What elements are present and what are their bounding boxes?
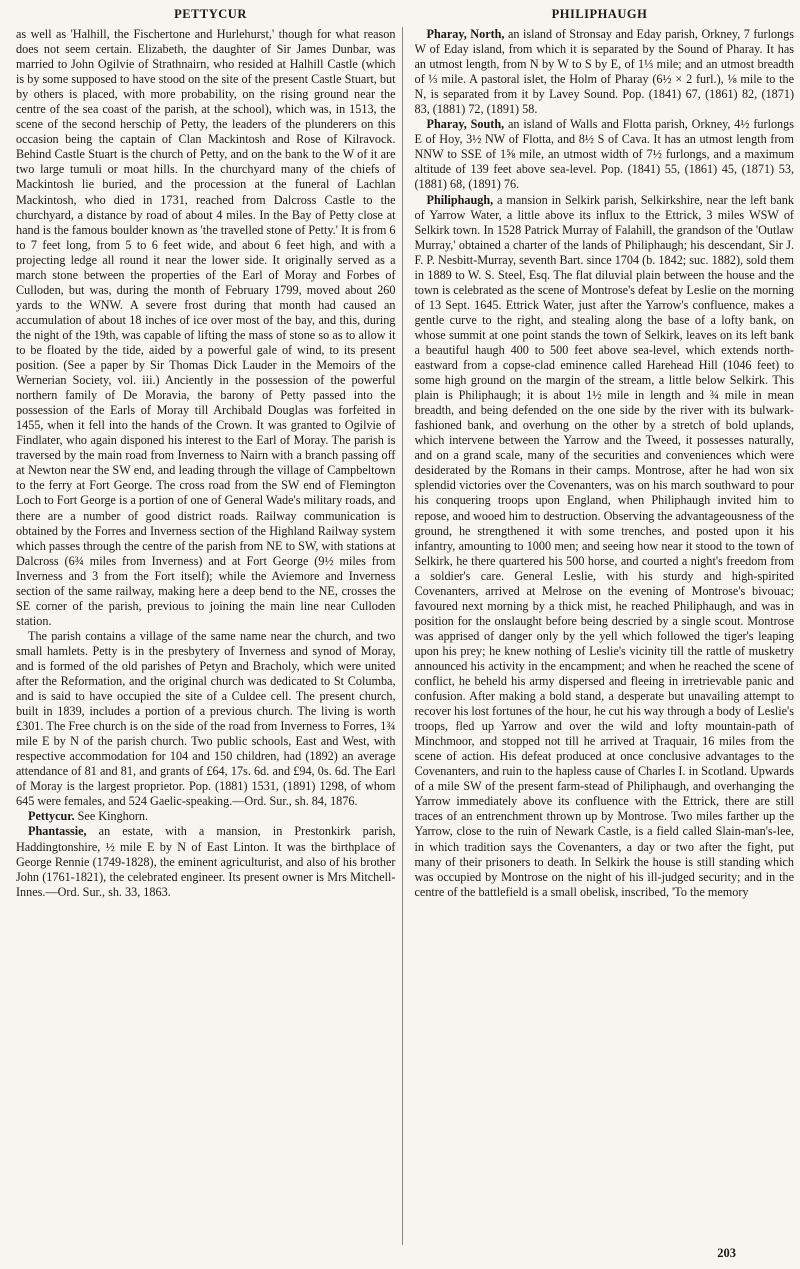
running-header [16, 4, 794, 24]
entry-pharay-north [415, 27, 795, 117]
entry-pettycur-body: See Kinghorn. [74, 809, 149, 824]
headword-pettycur: Pettycur. [28, 809, 75, 824]
text-columns [16, 27, 794, 1245]
headword-phantassie: Phantassie, [28, 824, 87, 839]
left-column [16, 27, 403, 1245]
entry-phantassie [16, 824, 396, 899]
entry-pettycur [16, 809, 396, 824]
entry-phantassie-body: an estate, with a mansion, in Prestonkirk parish, Haddingtonshire, ½ mile E by N of East Linton. It was the birthplace of George Rennie (1749-1828), the eminent agriculturist, and also of his brother John (1761-1821), the celebrated engineer. Its present owner is Mrs Mitchell-Innes.—Ord. Sur., sh. 33, 1863. [16, 824, 396, 899]
right-column [415, 27, 795, 1245]
entry-pharay-south-body: an island of Walls and Flotta parish, Orkney, 4½ furlongs E of Hoy, 3½ NW of Flotta, and 8½ S of Cava. It has an utmost length from NNW to SSE of 1⅝ mile, an utmost width of 7½ furlongs, and a maximum altitude of 139 feet above sea-level. Pop. (1841) 55, (1861) 45, (1871) 53, (1881) 68, (1891) 76. [414, 117, 794, 192]
headword-philiphaugh: Philiphaugh, [426, 192, 494, 207]
entry-petty-parish-paragraph: The parish contains a village of the same name near the church, and two small hamlets. Petty is in the presbytery of Inverness and synod of Moray, and is formed of the old parishes of Petyn and Bracholy, which were united after the Reformation, and the original church was dedicated to St Columba, and is said to have occupied the site of a Culdee cell. The present church, built in 1839, includes a portion of a previous church. The living is worth £301. The Free church is on the side of the road from Inverness to Forres, 1¾ mile E by N of the parish church. Two public schools, East and West, with respective accommodation for 104 and 150 children, had (1892) an average attendance of 81 and 81, and grants of £64, 17s. 6d. and £94, 0s. 6d. The Earl of Moray is the largest proprietor. Pop. (1881) 1531, (1891) 1298, of whom 645 were females, and 524 Gaelic-speaking.—Ord. Sur., sh. 84, 1876. [16, 628, 396, 809]
entry-pharay-south [415, 117, 795, 192]
entry-philiphaugh-body: a mansion in Selkirk parish, Selkirkshire, near the left bank of Yarrow Water, a little above its influx to the Ettrick, 3 miles WSW of Selkirk town. In 1528 Patrick Murray of Falahill, the grandson of the 'Outlaw Murray,' obtained a charter of the lands of Philiphaugh; his descendant, Sir J. F. P. Nesbitt-Murray, seventh Bart. since 1704 (b. 1842; suc. 1882), sold them in 1889 to W. S. Steel, Esq. The flat diluvial plain between the house and the town is celebrated as the scene of Montrose's defeat by Leslie on the morning of 13 Sept. 1645. Ettrick Water, just after the Yarrow's confluence, makes a gentle curve to the right, and stealing along the base of a lofty bank, on whose summit at one point stands the town of Selkirk, leaves on its left bank a beautiful haugh 400 to 500 feet above sea-level, which extends north-eastward from a copse-clad eminence called Harehead Hill (1046 feet) to some high ground on the margin of the stream, a little below Selkirk. This plain is Philiphaugh; it is about 1½ mile in length and ¾ mile in mean breadth, and being defended on the one side by the river with its bulwark-fashioned bank, and overhung on the other by a stretch of bold uplands, which intervene between the Yarrow and the Tweed, it possesses naturally, and on a grand scale, many of the securities and conveniences which were desiderated by the Romans in their camps. Montrose, after he had won six splendid victories over the Covenanters, was on his march southward to pour his conquering troops upon England, when Philiphaugh invited him to repose, and wooed him to destruction. Observing the advantageousness of the ground, he strengthened it with some trenches, and posted upon it his infantry, amounting to 1000 men; and seeing how near it stood to the town of Selkirk, he there quartered his 500 horse, and courted a night's freedom from a soldier's care. General Leslie, with his sturdy and high-spirited Covenanters, arrived at Melrose on the evening of Montrose's bivouac; favoured next morning by a thick mist, he reached Philiphaugh, and was in position for the onslaught before being descried by a single scout. Montrose was apprised of danger only by the yell which followed the tiger's leaping upon his prey; he knew nothing of Leslie's vicinity till the rattle of musketry announced his activity in the encampment; and when he reached the scene of conflict, he beheld his army dispersed and fleeing in irretrievable panic and confusion. After making a bold stand, a desperate but unavailing attempt to recover his lost fortunes of the hour, he cut his way through a body of Leslie's troops, fled up Yarrow and over the wild and lofty mountain-path of Minchmoor, and stopped not till he arrived at Traquair, 16 miles from the scene of action. His defeat produced at once conclusive advantages to the Covenanters, and ruin to the hapless cause of Charles I. in Scotland. Upwards of a mile SW of the present farm-stead of Philiphaugh, and overhanging the Yarrow immediately above its confluence with the Ettrick, there are still traces of an entrenchment thrown up by Montrose. Two miles farther up the Yarrow, close to the ruin of Newark Castle, is a field called Slain-man's-lee, in which tradition says the Covenanters, a day or two after the fight, put many of their prisoners to death. In Selkirk the house is still standing which was occupied by Montrose on the night of his ill-judged security; and in the centre of the battlefield is a small obelisk, inscribed, 'To the memory [414, 192, 794, 899]
headword-pharay-south: Pharay, South, [426, 117, 505, 132]
entry-philiphaugh [415, 193, 795, 900]
entry-pharay-north-body: an island of Stronsay and Eday parish, Orkney, 7 furlongs W of Eday island, from which it is separated by the Sound of Pharay. It has an utmost length, from N by W to S by E, of 1⅓ mile; and an utmost breadth of ⅓ mile. A pastoral islet, the Holm of Pharay (6½ × 2 furl.), ⅛ mile to the N, is separated from it by Lavey Sound. Pop. (1841) 67, (1861) 82, (1871) 83, (1881) 72, (1891) 58. [414, 27, 794, 117]
entry-petty-continuation: as well as 'Halhill, the Fischertone and Hurlehurst,' though for what reason does not seem certain. Elizabeth, the daughter of Sir James Dunbar, was married to John Ogilvie of Strathnairn, who resided at Halhill Castle (which is by some supposed to have stood on the site of the present Castle Stuart, but by others is placed, with more probability, on the rising ground near the centre of the sea coast of the parish, at the school), which was, in 1513, the scene of the second herschip of Petty, the leaders of the plunderers on this occasion being the captain of Clan Mackintosh and Rose of Kilravock. Behind Castle Stuart is the church of Petty, and on the bank to the W of it are two large tumuli or moat hills. In the churchyard many of the chiefs of Mackintosh lie buried, and the procession at the funeral of Lachlan Mackintosh, who died in 1731, reached from Dalcross Castle to the churchyard, a distance by road of about 4 miles. In the Bay of Petty close at hand is the famous boulder known as 'the travelled stone of Petty.' It is from 6 to 7 feet long, from 5 to 6 feet wide, and about 6 feet high, and with a projecting ledge all round it near the lower side. It originally served as a march stone between the properties of the Earl of Moray and Forbes of Culloden, but was, during the month of February 1799, moved about 260 yards to the WNW. A severe frost during that month had caused an accumulation of about 18 inches of ice over most of the bay, and this, during the night of the 19th, was capable of lifting the mass of stone so as to allow it to be floated by the tide, aided by a powerful gale of wind, to its present position. (See a paper by Sir Thomas Dick Lauder in the Memoirs of the Wernerian Society, vol. iii.) Anciently in the possession of the powerful northern family of De Moravia, the barony of Petty passed into the possession of the Earls of Moray till Archibald Douglas was forfeited in 1455, when it fell into the hands of the Crown. It was granted to Ogilvie of Findlater, who again disponed his interest to the Earl of Moray. The parish is traversed by the main road from Inverness to Nairn with a branch passing off at Newton near the SW end, and leading through the village of Campbeltown to the ferry at Fort George. The cross road from the SW end of Flemington Loch to Fort George is a portion of one of General Wade's military roads, and there are a number of good district roads. Railway communication is obtained by the Forres and Inverness section of the Highland Railway system which passes through the centre of the parish from NE to SW, with stations at Dalcross (6¾ miles from Inverness) and at Fort George (9½ miles from Inverness and 3 from the Fort itself); while the Aviemore and Inverness section of the same railway, making here a deep bend to the NE, crosses the SE corner of the parish, previous to joining the main line near Culloden station. [16, 27, 396, 628]
headword-pharay-north: Pharay, North, [426, 27, 505, 41]
header-left-catchword: PETTYCUR [174, 6, 247, 21]
header-right-catchword: PHILIPHAUGH [551, 6, 648, 21]
page-number: 203 [717, 1246, 736, 1260]
